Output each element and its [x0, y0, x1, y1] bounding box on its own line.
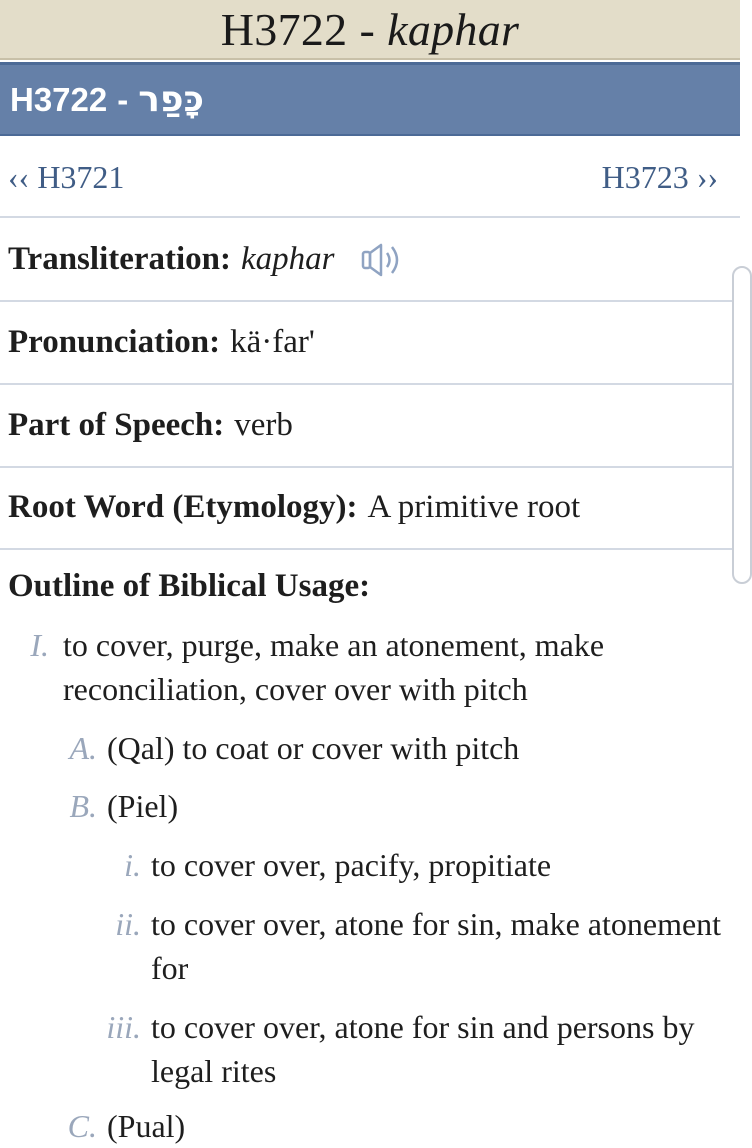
page-title — [0, 0, 740, 60]
part-of-speech-label: Part of Speech: — [8, 407, 225, 443]
speaker-icon[interactable] — [361, 240, 409, 280]
root-word-label: Root Word (Etymology): — [8, 489, 358, 525]
outline-text: (Pual) — [107, 1108, 186, 1144]
outline-marker: ii. — [115, 906, 141, 942]
outline-marker: I. — [30, 627, 49, 663]
header-strong-number: H3722 — [10, 80, 108, 118]
outline-marker: B. — [69, 788, 97, 824]
title-separator: - — [359, 3, 376, 55]
outline-text: (Piel) — [107, 788, 179, 824]
entry-navigation — [0, 138, 740, 218]
part-of-speech-value: verb — [234, 407, 293, 443]
entry-header — [0, 62, 740, 136]
outline-text: to cover over, pacify, propitiate — [151, 847, 552, 883]
outline-item — [30, 623, 723, 711]
title-transliteration: kaphar — [387, 3, 520, 55]
next-entry-link[interactable]: H3723 ›› — [601, 158, 718, 195]
root-word-value: A primitive root — [367, 489, 581, 525]
outline-item — [115, 902, 731, 990]
outline-text: to cover, purge, make an atonement, make reconciliation, cover over with pitch — [63, 627, 605, 707]
header-separator: - — [117, 80, 129, 118]
transliteration-value: kaphar — [241, 241, 335, 277]
title-strong-number: H3722 — [220, 3, 348, 55]
outline-heading: Outline of Biblical Usage: — [8, 568, 371, 604]
outline-item — [69, 726, 727, 770]
side-drawer-handle[interactable] — [732, 266, 752, 584]
outline-marker: i. — [124, 847, 141, 883]
header-hebrew-word: כָּפַר — [138, 79, 204, 120]
outline-text: (Qal) to coat or cover with pitch — [107, 730, 520, 766]
root-word-row — [0, 467, 740, 550]
outline-marker: C. — [67, 1108, 97, 1144]
outline-item — [69, 784, 727, 828]
outline-text: to cover over, atone for sin, make atonement for — [151, 906, 722, 986]
pronunciation-label: Pronunciation: — [8, 324, 221, 360]
transliteration-row — [0, 219, 740, 302]
outline-item — [67, 1104, 727, 1148]
outline-text: to cover over, atone for sin and persons by legal rites — [151, 1009, 695, 1089]
pronunciation-value: kä·far' — [230, 324, 315, 360]
outline-marker: A. — [69, 730, 97, 766]
part-of-speech-row — [0, 385, 740, 468]
outline-item — [106, 1005, 731, 1093]
prev-entry-link[interactable]: ‹‹ H3721 — [8, 158, 125, 195]
transliteration-label: Transliteration: — [8, 241, 232, 277]
outline-marker: iii. — [106, 1009, 141, 1045]
outline-item — [124, 843, 731, 887]
pronunciation-row — [0, 302, 740, 385]
